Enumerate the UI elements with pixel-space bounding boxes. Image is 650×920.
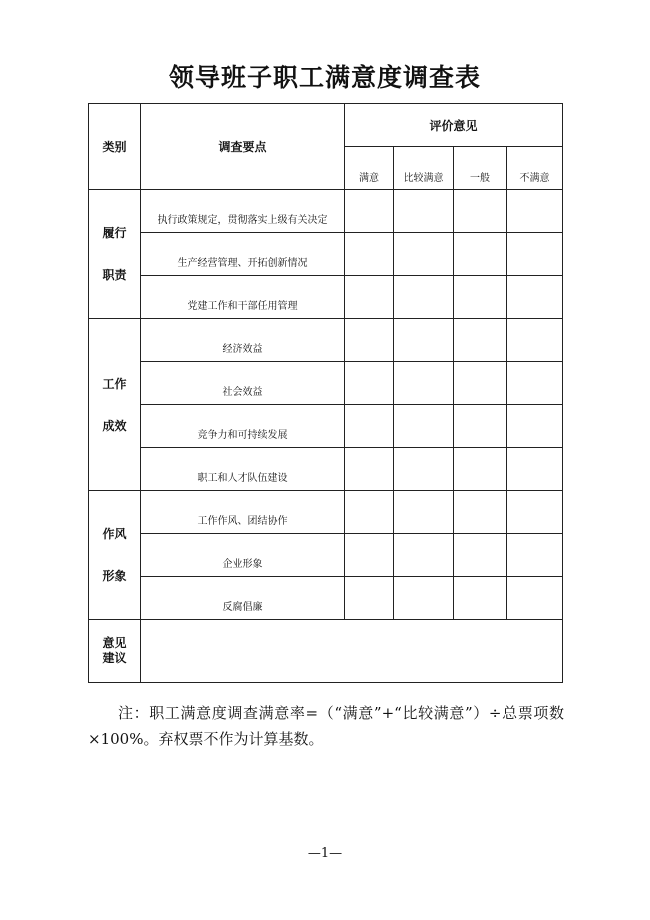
rating-cell[interactable] bbox=[454, 190, 507, 233]
option-average: 一般 bbox=[454, 147, 507, 190]
rating-cell[interactable] bbox=[394, 319, 454, 362]
rating-cell[interactable] bbox=[394, 362, 454, 405]
rating-cell[interactable] bbox=[345, 577, 394, 620]
rating-cell[interactable] bbox=[507, 276, 563, 319]
table-row bbox=[89, 491, 563, 534]
table-row bbox=[89, 534, 563, 577]
rating-cell[interactable] bbox=[454, 577, 507, 620]
suggestion-label: 建议 bbox=[102, 651, 127, 665]
table-row bbox=[89, 577, 563, 620]
rating-cell[interactable] bbox=[345, 448, 394, 491]
rating-cell[interactable] bbox=[507, 448, 563, 491]
survey-item: 生产经营管理、开拓创新情况 bbox=[141, 233, 345, 276]
rating-cell[interactable] bbox=[345, 319, 394, 362]
rating-cell[interactable] bbox=[394, 577, 454, 620]
table-row bbox=[89, 233, 563, 276]
rating-cell[interactable] bbox=[507, 362, 563, 405]
table-row bbox=[89, 319, 563, 362]
rating-cell[interactable] bbox=[454, 319, 507, 362]
rating-cell[interactable] bbox=[454, 362, 507, 405]
survey-item: 竞争力和可持续发展 bbox=[141, 405, 345, 448]
survey-item: 社会效益 bbox=[141, 362, 345, 405]
rating-cell[interactable] bbox=[454, 233, 507, 276]
header-evaluation: 评价意见 bbox=[345, 104, 563, 147]
option-satisfied: 满意 bbox=[345, 147, 394, 190]
suggestion-input-area[interactable] bbox=[141, 620, 563, 683]
rating-cell[interactable] bbox=[507, 491, 563, 534]
rating-cell[interactable] bbox=[394, 190, 454, 233]
suggestion-row bbox=[89, 620, 563, 683]
rating-cell[interactable] bbox=[454, 448, 507, 491]
header-points: 调查要点 bbox=[141, 104, 345, 190]
rating-cell[interactable] bbox=[345, 405, 394, 448]
suggestion-label: 意见 bbox=[102, 636, 127, 650]
option-fairly-satisfied: 比较满意 bbox=[394, 147, 454, 190]
survey-item: 工作作风、团结协作 bbox=[141, 491, 345, 534]
category-label: 职责 bbox=[102, 268, 127, 282]
rating-cell[interactable] bbox=[394, 405, 454, 448]
rating-cell[interactable] bbox=[394, 276, 454, 319]
header-row bbox=[89, 104, 563, 147]
rating-cell[interactable] bbox=[507, 534, 563, 577]
category-cell bbox=[89, 190, 141, 319]
rating-cell[interactable] bbox=[507, 319, 563, 362]
survey-item: 企业形象 bbox=[141, 534, 345, 577]
survey-item: 党建工作和干部任用管理 bbox=[141, 276, 345, 319]
rating-cell[interactable] bbox=[394, 491, 454, 534]
survey-item: 经济效益 bbox=[141, 319, 345, 362]
table-row bbox=[89, 276, 563, 319]
table-row bbox=[89, 448, 563, 491]
rating-cell[interactable] bbox=[345, 233, 394, 276]
survey-item: 职工和人才队伍建设 bbox=[141, 448, 345, 491]
rating-cell[interactable] bbox=[454, 276, 507, 319]
rating-cell[interactable] bbox=[394, 534, 454, 577]
page-title: 领导班子职工满意度调查表 bbox=[168, 63, 481, 92]
rating-cell[interactable] bbox=[507, 577, 563, 620]
rating-cell[interactable] bbox=[394, 233, 454, 276]
category-cell bbox=[89, 319, 141, 491]
category-cell bbox=[89, 491, 141, 620]
survey-item: 执行政策规定，贯彻落实上级有关决定 bbox=[141, 190, 345, 233]
table-row bbox=[89, 405, 563, 448]
category-label: 工作 bbox=[102, 376, 127, 391]
rating-cell[interactable] bbox=[394, 448, 454, 491]
category-label: 履行 bbox=[102, 226, 127, 240]
survey-item: 反腐倡廉 bbox=[141, 577, 345, 620]
rating-cell[interactable] bbox=[507, 233, 563, 276]
rating-cell[interactable] bbox=[507, 190, 563, 233]
rating-cell[interactable] bbox=[454, 491, 507, 534]
rating-cell[interactable] bbox=[507, 405, 563, 448]
rating-cell[interactable] bbox=[345, 362, 394, 405]
category-label: 作风 bbox=[102, 527, 127, 541]
suggestion-label-cell bbox=[89, 620, 141, 683]
rating-cell[interactable] bbox=[454, 405, 507, 448]
rating-cell[interactable] bbox=[345, 534, 394, 577]
survey-table bbox=[88, 103, 563, 683]
option-unsatisfied: 不满意 bbox=[507, 147, 563, 190]
category-label: 形象 bbox=[102, 569, 127, 583]
footnote: 注：职工满意度调查满意率=（“满意”+“比较满意”）÷总票项数×100%。弃权票不作为计算基数。 bbox=[88, 704, 564, 748]
rating-cell[interactable] bbox=[345, 190, 394, 233]
table-row bbox=[89, 190, 563, 233]
rating-cell[interactable] bbox=[454, 534, 507, 577]
page-number: —1— bbox=[307, 846, 343, 861]
category-label: 成效 bbox=[102, 418, 127, 433]
rating-cell[interactable] bbox=[345, 491, 394, 534]
header-category: 类别 bbox=[89, 104, 141, 190]
rating-cell[interactable] bbox=[345, 276, 394, 319]
table-row bbox=[89, 362, 563, 405]
